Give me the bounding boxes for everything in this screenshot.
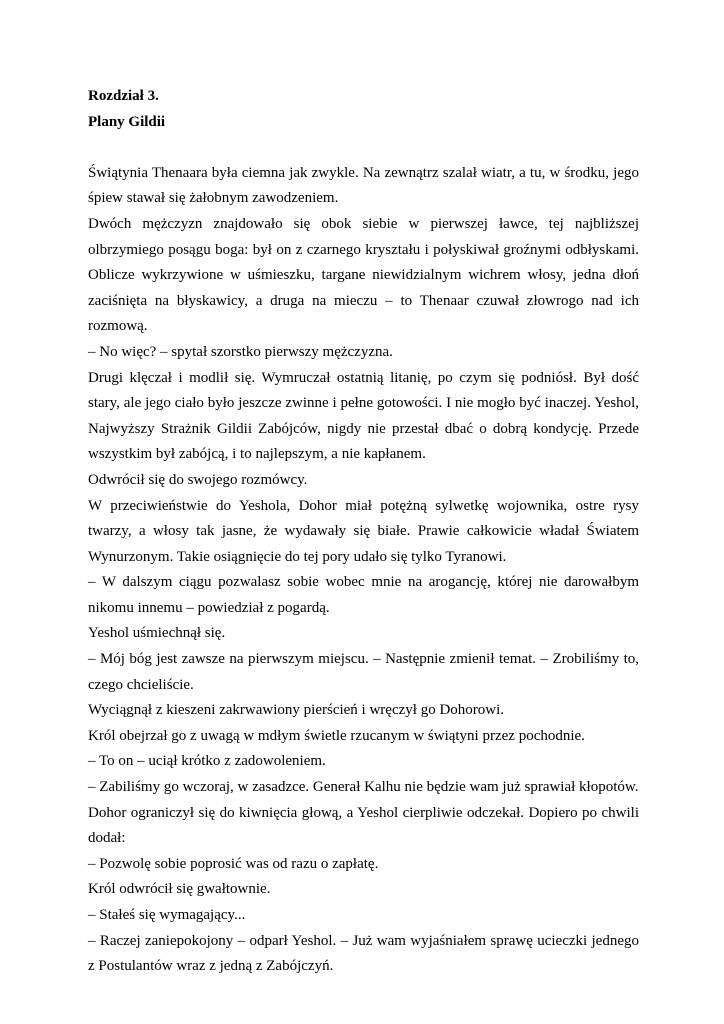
- paragraph: – Stałeś się wymagający...: [88, 907, 246, 923]
- paragraph: – Pozwolę sobie poprosić was od razu o zapłatę.: [88, 855, 379, 872]
- paragraph: – Mój bóg jest zawsze na pierwszym miejscu. – Następnie zmienił temat. – Zrobiliśmy to, czego chcieliście.: [88, 651, 639, 693]
- paragraph: Drugi klęczał i modlił się. Wymruczał ostatnią litanię, po czym się podniósł. Był dość stary, ale jego ciało było jeszcze zwinne i pełne gotowości. I nie mogło być inaczej. Yeshol, Najwyższy Strażnik Gildii Zabójców, nigdy nie przestał dbać o dobrą kondycję. Przede wszystkim był zabójcą, i to najlepszym, a nie kapłanem.: [88, 369, 639, 463]
- paragraph: Król obejrzał go z uwagą w mdłym świetle rzucanym w świątyni przez pochodnie.: [88, 727, 585, 744]
- paragraph: W przeciwieństwie do Yeshola, Dohor miał potężną sylwetkę wojownika, ostre rysy twarzy, a włosy tak jasne, że wydawały się białe. Prawie całkowicie władał Światem Wynurzonym. Takie osiągnięcie do tej pory udało się tylko Tyranowi.: [88, 497, 639, 565]
- chapter-number: Rozdział 3.: [88, 88, 159, 104]
- chapter-title: Plany Gildii: [88, 113, 166, 130]
- paragraph: Odwrócił się do swojego rozmówcy.: [88, 471, 308, 488]
- paragraph: – No więc? – spytał szorstko pierwszy mężczyzna.: [88, 343, 393, 360]
- heading-spacer: [88, 135, 639, 161]
- paragraph: Świątynia Thenaara była ciemna jak zwykle. Na zewnątrz szalał wiatr, a tu, w środku, jego śpiew stawał się żałobnym zawodzeniem.: [88, 164, 639, 207]
- paragraph: Dwóch mężczyzn znajdowało się obok siebie w pierwszej ławce, tej najbliższej olbrzymiego posągu boga: był on z czarnego kryształu i połyskiwał groźnymi odbłyskami. Oblicze wykrzywione w uśmieszku, targane niewidzialnym wichrem włosy, jedna dłoń zaciśnięta na błyskawicy, a druga na mieczu – to Thenaar czuwał złowrogo nad ich rozmową.: [88, 215, 639, 335]
- paragraph: – W dalszym ciągu pozwalasz sobie wobec mnie na arogancję, której nie darowałbym nikomu innemu – powiedział z pogardą.: [88, 574, 639, 616]
- page-content: [88, 84, 639, 980]
- paragraph: Dohor ograniczył się do kiwnięcia głową, a Yeshol cierpliwie odczekał. Dopiero po chwili dodał:: [88, 804, 639, 847]
- paragraph: – To on – uciął krótko z zadowoleniem.: [88, 753, 326, 770]
- paragraph: Yeshol uśmiechnął się.: [88, 625, 226, 642]
- paragraph: Król odwrócił się gwałtownie.: [88, 881, 271, 898]
- paragraph: Wyciągnął z kieszeni zakrwawiony pierścień i wręczył go Dohorowi.: [88, 702, 505, 719]
- paragraph: – Raczej zaniepokojony – odparł Yeshol. – Już wam wyjaśniałem sprawę ucieczki jednego z Postulantów wraz z jedną z Zabójczyń.: [88, 932, 639, 975]
- paragraph: – Zabiliśmy go wczoraj, w zasadzce. Generał Kalhu nie będzie wam już sprawiał kłopotów.: [88, 779, 639, 796]
